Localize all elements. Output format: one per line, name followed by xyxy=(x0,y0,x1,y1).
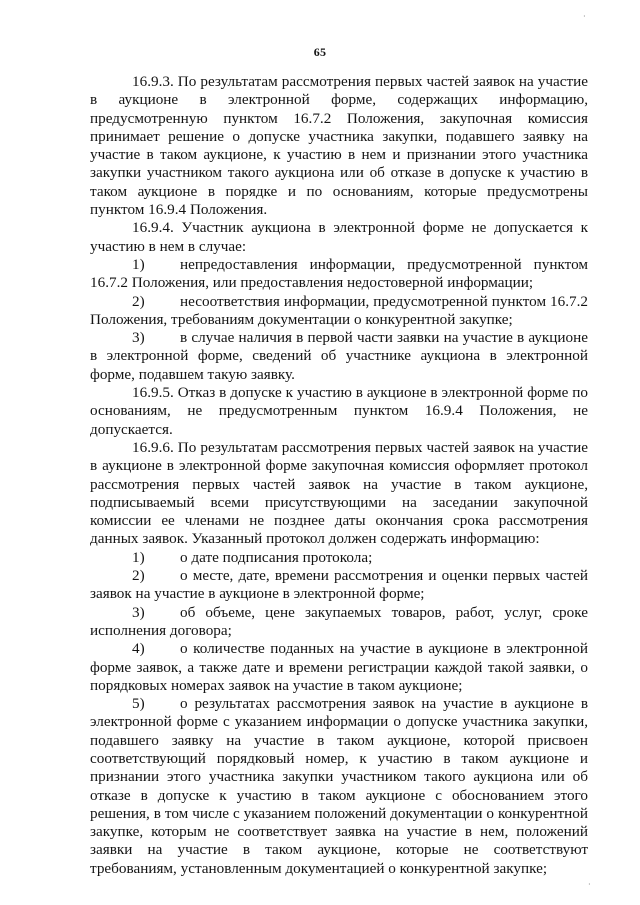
scan-speck: · xyxy=(588,880,591,889)
list-number: 2) xyxy=(132,292,145,310)
list-number: 3) xyxy=(132,329,145,347)
list-item-text: о месте, дате, времени рассмотрения и оценки первых частей заявок на участие в аукционе в электронной форме; xyxy=(90,567,588,603)
list-number: 1) xyxy=(132,548,145,566)
list-item xyxy=(90,329,588,384)
list-item xyxy=(90,604,588,641)
list-item xyxy=(90,256,588,293)
list-item-text: непредоставления информации, предусмотренной пунктом 16.7.2 Положения, или предоставления недостоверной информации; xyxy=(90,255,588,292)
list-item xyxy=(90,640,588,695)
paragraph-16-9-4-intro: 16.9.4. Участник аукциона в электронной форме не допускается к участию в нем в случае: xyxy=(90,219,588,255)
list-item xyxy=(90,293,588,330)
scan-speck: · xyxy=(583,12,586,21)
paragraph-16-9-5: 16.9.5. Отказ в допуске к участию в аукционе в электронной форме по основаниям, не предусмотренным пунктом 16.9.4 Положения, не допускается. xyxy=(90,384,588,438)
list-item-text: в случае наличия в первой части заявки на участие в аукционе в электронной форме, сведений об участнике аукциона в электронной форме, подавшем такую заявку. xyxy=(90,329,588,383)
list-item-text: об объеме, цене закупаемых товаров, работ, услуг, сроке исполнения договора; xyxy=(90,603,588,639)
list-number: 4) xyxy=(132,640,145,658)
document-body xyxy=(90,73,588,878)
list-item xyxy=(90,567,588,604)
list-item xyxy=(90,695,588,878)
list-item-text: о количестве поданных на участие в аукционе в электронной форме заявок, а также дате и времени регистрации каждой такой заявки, о порядковых номерах заявок на участие в таком аукционе; xyxy=(90,640,588,694)
list-item-text: о результатах рассмотрения заявок на участие в аукционе в электронной форме с указанием информации о допуске участника закупки, подавшего заявку на участие в таком аукционе, которой присвоен соответствующий порядковый номер, к участию в таком аукционе и признании этого участника закупки участником такого аукциона или об отказе в допуске к участию в таком аукционе с обоснованием этого решения, в том числе с указанием положений документации о конкурентной закупке, которым не соответствует заявка на участие в нем, положений заявки на участие в таком аукционе, которые не соответствуют требованиям, установленным документацией о конкурентной закупке; xyxy=(90,695,588,877)
list-item-text: о дате подписания протокола; xyxy=(180,548,373,566)
paragraph-16-9-6-intro: 16.9.6. По результатам рассмотрения первых частей заявок на участие в аукционе в электронной форме закупочная комиссия оформляет протокол рассмотрения первых частей заявок на участие в таком аукционе, подписываемый всеми присутствующими на заседании закупочной комиссии ее членами не позднее даты окончания срока рассмотрения данных заявок. Указанный протокол должен содержать информацию: xyxy=(90,438,588,548)
list-item xyxy=(90,549,588,567)
list-item-text: несоответствия информации, предусмотренной пунктом 16.7.2 Положения, требованиям документации о конкурентной закупке; xyxy=(90,292,588,328)
list-number: 3) xyxy=(132,603,145,621)
paragraph-16-9-3: 16.9.3. По результатам рассмотрения первых частей заявок на участие в аукционе в электронной форме, содержащих информацию, предусмотренную пунктом 16.7.2 Положения, закупочная комиссия принимает решение о допуске участника закупки, подавшего заявку на участие в таком аукционе, к участию в нем и признании этого участника закупки участником такого аукциона или об отказе в допуске к участию в таком аукционе в порядке и по основаниям, которые предусмотрены пунктом 16.9.4 Положения. xyxy=(90,73,588,219)
list-number: 2) xyxy=(132,567,145,585)
list-number: 5) xyxy=(132,695,145,713)
list-number: 1) xyxy=(132,255,145,273)
page-number: 65 xyxy=(313,45,327,59)
